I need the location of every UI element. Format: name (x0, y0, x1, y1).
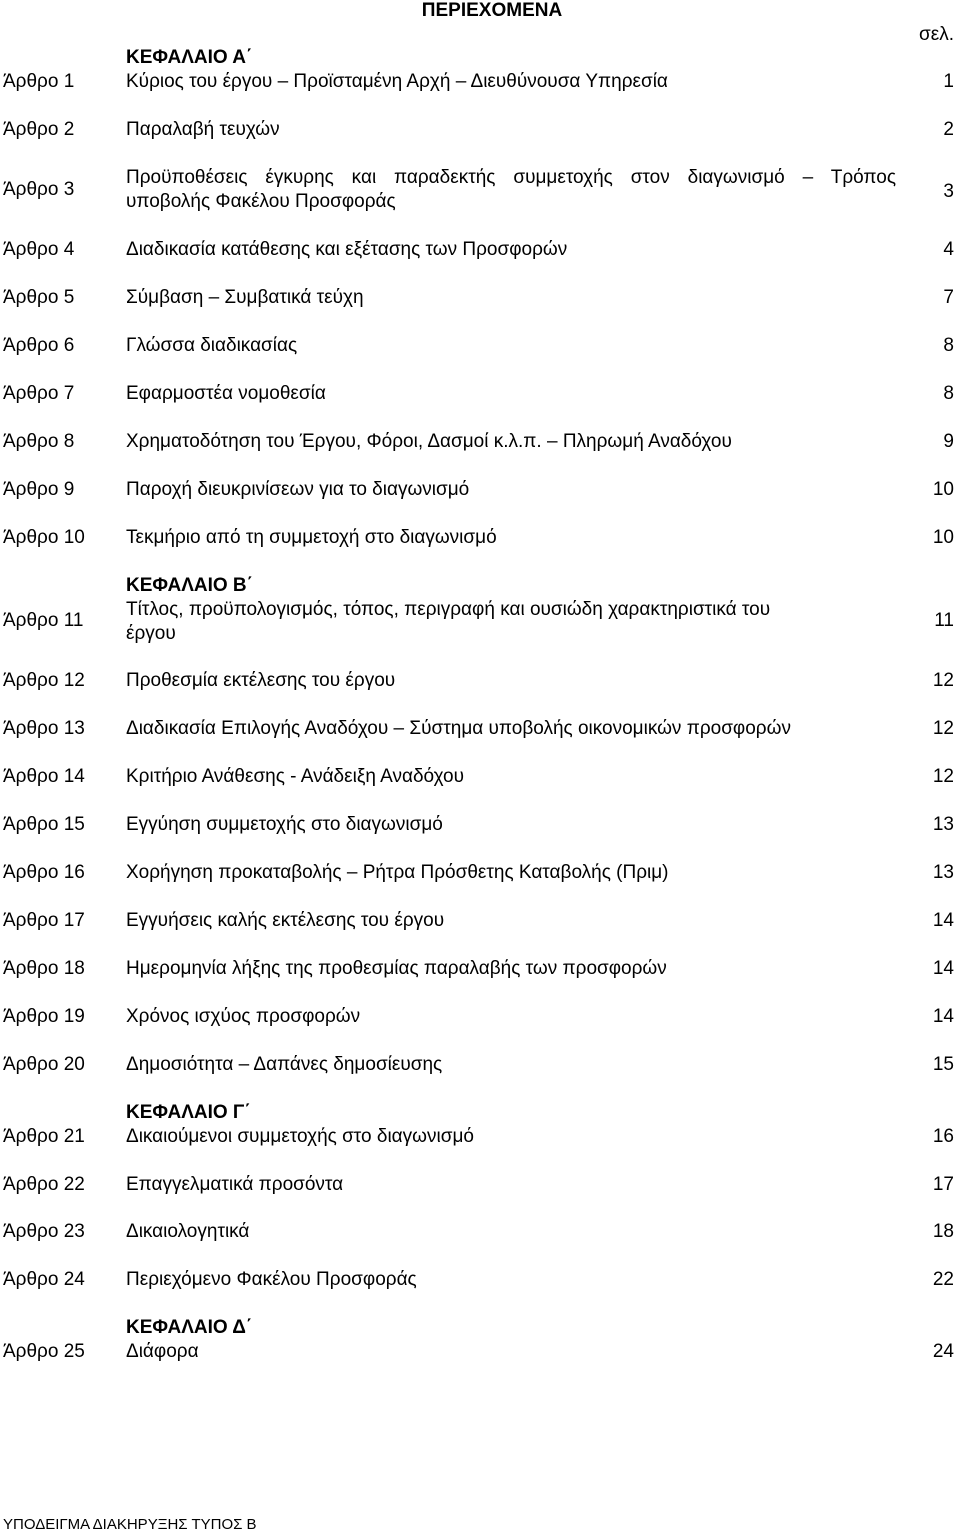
toc-page-number: 12 (932, 670, 954, 691)
toc-article-number: Άρθρο 8 (3, 431, 75, 452)
toc-page-number: 13 (932, 814, 954, 835)
toc-article-number: Άρθρο 25 (3, 1341, 85, 1362)
toc-article-number: Άρθρο 21 (3, 1126, 85, 1147)
toc-article-title: Κριτήριο Ανάθεσης - Ανάδειξη Αναδόχου (126, 766, 464, 787)
toc-article-title: Δικαιούμενοι συμμετοχής στο διαγωνισμό (126, 1126, 474, 1147)
toc-article-title: Χορήγηση προκαταβολής – Ρήτρα Πρόσθετης Καταβολής (Πριμ) (126, 862, 669, 883)
toc-page-number: 11 (934, 610, 954, 631)
toc-article-number: Άρθρο 19 (3, 1006, 85, 1027)
toc-article-title: Εφαρμοστέα νομοθεσία (126, 383, 326, 404)
toc-page-number: 15 (932, 1054, 954, 1075)
toc-article-title: Επαγγελματικά προσόντα (126, 1174, 344, 1195)
toc-article-number: Άρθρο 22 (3, 1174, 85, 1195)
toc-page-number: 24 (932, 1341, 954, 1362)
toc-article-title: Περιεχόμενο Φακέλου Προσφοράς (126, 1269, 417, 1290)
toc-article-title: Παραλαβή τευχών (126, 119, 280, 140)
toc-article-title: Κύριος του έργου – Προϊσταμένη Αρχή – Διευθύνουσα Υπηρεσία (126, 71, 668, 92)
toc-page-number: 14 (932, 910, 954, 931)
toc-article-number: Άρθρο 4 (3, 239, 75, 260)
toc-page-number: 8 (943, 383, 954, 404)
toc-article-title: Ημερομηνία λήξης της προθεσμίας παραλαβής των προσφορών (126, 958, 667, 979)
toc-article-title: Διάφορα (126, 1341, 199, 1362)
chapter-heading-d: ΚΕΦΑΛΑΙΟ Δ΄ (126, 1317, 253, 1338)
toc-page-number: 10 (932, 527, 954, 548)
toc-article-title: Εγγύηση συμμετοχής στο διαγωνισμό (126, 814, 443, 835)
toc-page-number: 16 (932, 1126, 954, 1147)
toc-article-number: Άρθρο 14 (3, 766, 85, 787)
toc-article-number: Άρθρο 18 (3, 958, 85, 979)
toc-page-number: 1 (943, 71, 954, 92)
page-title: ΠΕΡΙΕΧΟΜΕΝΑ (421, 0, 563, 21)
toc-article-title: Διαδικασία κατάθεσης και εξέτασης των Προσφορών (126, 239, 568, 260)
toc-page-number: 3 (943, 181, 954, 202)
toc-page-number: 12 (932, 718, 954, 739)
toc-page-number: 9 (943, 431, 954, 452)
toc-article-number: Άρθρο 2 (3, 119, 75, 140)
toc-article-title: Δικαιολογητικά (126, 1221, 250, 1242)
toc-article-number: Άρθρο 11 (3, 610, 84, 631)
page-column-label: σελ. (919, 24, 954, 45)
toc-article-title-continued: έργου (126, 623, 176, 644)
toc-page-number: 14 (932, 958, 954, 979)
toc-article-title: Γλώσσα διαδικασίας (126, 335, 298, 356)
toc-article-title: Χρηματοδότηση του Έργου, Φόροι, Δασμοί κ.λ.π. – Πληρωμή Αναδόχου (126, 431, 732, 452)
toc-article-title: Σύμβαση – Συμβατικά τεύχη (126, 287, 364, 308)
toc-article-number: Άρθρο 23 (3, 1221, 85, 1242)
toc-article-title: Τεκμήριο από τη συμμετοχή στο διαγωνισμό (126, 527, 497, 548)
chapter-heading-b: ΚΕΦΑΛΑΙΟ Β΄ (126, 575, 253, 596)
toc-article-number: Άρθρο 17 (3, 910, 85, 931)
chapter-heading-a: ΚΕΦΑΛΑΙΟ Α΄ (126, 47, 253, 68)
toc-page-number: 22 (932, 1269, 954, 1290)
toc-article-title: Εγγυήσεις καλής εκτέλεσης του έργου (126, 910, 445, 931)
toc-article-number: Άρθρο 20 (3, 1054, 85, 1075)
toc-article-number: Άρθρο 15 (3, 814, 85, 835)
toc-page-number: 8 (943, 335, 954, 356)
toc-article-title: Προθεσμία εκτέλεσης του έργου (126, 670, 396, 691)
toc-article-number: Άρθρο 10 (3, 527, 85, 548)
toc-article-number: Άρθρο 1 (3, 71, 75, 92)
toc-article-number: Άρθρο 3 (3, 179, 75, 200)
toc-page-number: 7 (943, 287, 954, 308)
toc-article-number: Άρθρο 9 (3, 479, 75, 500)
toc-article-number: Άρθρο 16 (3, 862, 85, 883)
toc-article-title-continued: υποβολής Φακέλου Προσφοράς (126, 191, 396, 212)
toc-article-title: Προϋποθέσεις έγκυρης και παραδεκτής συμμετοχής στον διαγωνισμό – Τρόπος (126, 167, 896, 188)
page-footer: ΥΠΟΔΕΙΓΜΑ ΔΙΑΚΗΡΥΞΗΣ ΤΥΠΟΣ Β (3, 1516, 257, 1533)
toc-page-number: 18 (932, 1221, 954, 1242)
toc-page-number: 4 (943, 239, 954, 260)
toc-article-title: Παροχή διευκρινίσεων για το διαγωνισμό (126, 479, 470, 500)
toc-article-title: Τίτλος, προϋπολογισμός, τόπος, περιγραφή και ουσιώδη χαρακτηριστικά του (126, 599, 771, 620)
toc-article-number: Άρθρο 5 (3, 287, 75, 308)
toc-article-title: Διαδικασία Επιλογής Αναδόχου – Σύστημα υποβολής οικονομικών προσφορών (126, 718, 791, 739)
toc-page-number: 2 (943, 119, 954, 140)
toc-page-number: 14 (932, 1006, 954, 1027)
toc-article-title: Χρόνος ισχύος προσφορών (126, 1006, 361, 1027)
toc-article-number: Άρθρο 6 (3, 335, 75, 356)
chapter-heading-c: ΚΕΦΑΛΑΙΟ Γ΄ (126, 1102, 251, 1123)
toc-article-number: Άρθρο 13 (3, 718, 85, 739)
toc-page-number: 10 (932, 479, 954, 500)
toc-article-number: Άρθρο 12 (3, 670, 85, 691)
toc-article-number: Άρθρο 24 (3, 1269, 85, 1290)
toc-page-number: 17 (932, 1174, 954, 1195)
toc-page-number: 12 (932, 766, 954, 787)
toc-article-number: Άρθρο 7 (3, 383, 75, 404)
toc-page-number: 13 (932, 862, 954, 883)
toc-article-title: Δημοσιότητα – Δαπάνες δημοσίευσης (126, 1054, 443, 1075)
